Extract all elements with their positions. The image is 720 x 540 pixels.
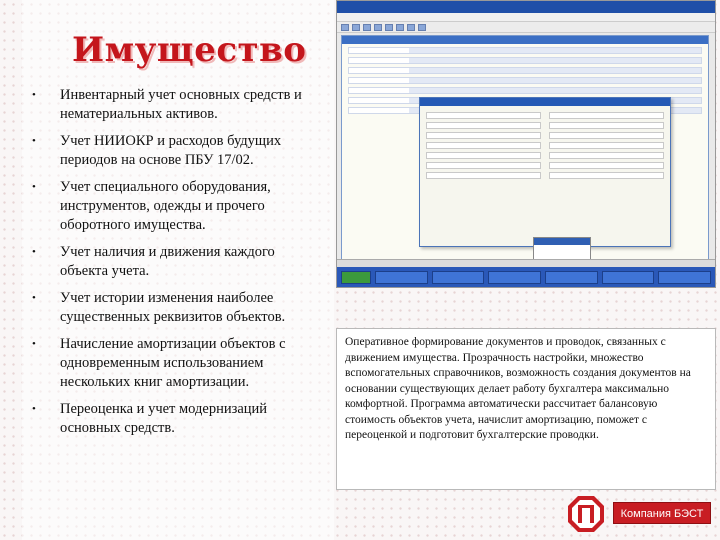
bullet-text: Начисление амортизации объектов с одновременным использованием нескольких книг амортизации. [60,336,286,390]
description-box: Оперативное формирование документов и проводок, связанных с движением имущества. Прозрачность настройки, множество вспомогательных справочников, возможность создания документов на основании существующих делает работу бухгалтера максимально комфортной. Программа автоматически рассчитает балансовую стоимость объектов учета, начислит амортизацию, поможет с переоценкой и подготовит бухгалтерские проводки. [336,328,716,490]
toolbar-icon [418,24,426,31]
card-field [426,172,541,179]
screenshot-toolbar [337,22,715,33]
bullet-item [28,335,318,392]
taskbar-item [545,271,598,284]
bullet-text: Инвентарный учет основных средств и нематериальных активов. [60,87,302,122]
card-field [549,112,664,119]
taskbar-item [488,271,541,284]
start-button [341,271,371,284]
context-menu-item [534,238,590,245]
company-logo-icon [566,494,606,534]
bullet-text: Учет истории изменения наиболее существенных реквизитов объектов. [60,290,286,325]
bullet-text: Учет НИИОКР и расходов будущих периодов на основе ПБУ 17/02. [60,133,282,168]
card-field [549,132,664,139]
form-row [348,87,702,94]
bullet-text: Учет специального оборудования, инструментов, одежды и прочего оборотного имущества. [60,179,271,233]
card-field-grid [420,106,670,185]
form-row [348,67,702,74]
toolbar-icon [352,24,360,31]
bullet-text: Переоценка и учет модернизаций основных средств. [60,401,268,436]
bullet-item [28,178,318,235]
card-field [549,152,664,159]
bullet-item [28,132,318,170]
taskbar-item [602,271,655,284]
screenshot-titlebar [337,1,715,13]
taskbar-item [432,271,485,284]
bullet-dot: • [32,246,36,258]
app-screenshot [336,0,716,288]
context-menu-item [534,245,590,252]
screenshot-statusbar [337,259,715,267]
toolbar-icon [407,24,415,31]
bullet-text: Учет наличия и движения каждого объекта учета. [60,244,275,279]
slide-title: Имущество [72,30,307,70]
card-field [426,122,541,129]
screenshot-menubar [337,13,715,22]
form-row [348,47,702,54]
toolbar-icon [374,24,382,31]
context-menu-item [534,252,590,259]
taskbar-item [375,271,428,284]
bullet-dot: • [32,135,36,147]
card-field [426,112,541,119]
card-field [549,162,664,169]
bullet-dot: • [32,338,36,350]
card-window-header [420,98,670,106]
card-field [426,132,541,139]
bullet-item [28,400,318,438]
bullet-item [28,86,318,124]
card-field [549,172,664,179]
form-row [348,77,702,84]
bullet-dot: • [32,292,36,304]
bullet-dot: • [32,89,36,101]
bullet-item [28,243,318,281]
card-field [549,142,664,149]
toolbar-icon [396,24,404,31]
taskbar-item [658,271,711,284]
bullet-list [28,86,318,446]
toolbar-icon [341,24,349,31]
toolbar-icon [363,24,371,31]
form-row [348,57,702,64]
document-window-header [342,36,708,44]
screenshot-taskbar [337,267,715,287]
company-button[interactable]: Компания БЭСТ [613,502,711,524]
card-field [426,152,541,159]
card-field [426,162,541,169]
screenshot-card-window [419,97,671,247]
bullet-item [28,289,318,327]
bullet-dot: • [32,403,36,415]
card-field [426,142,541,149]
card-field [549,122,664,129]
toolbar-icon [385,24,393,31]
bullet-dot: • [32,181,36,193]
